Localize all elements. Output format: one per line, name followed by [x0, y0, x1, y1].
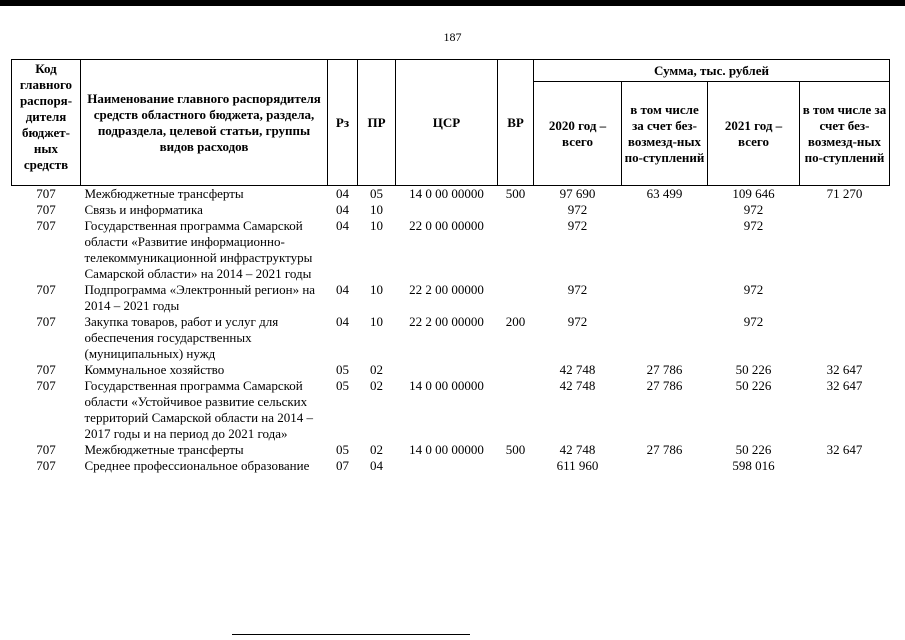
cell-code: 707: [36, 458, 56, 473]
cell-2021-free: [800, 202, 890, 218]
cell-2021-free: 32 647: [826, 362, 863, 377]
cell-name: Государственная программа Самарской области «Развитие информационно-телекоммуникационной инфраструктуры Самарской области» на 2014 – 2021 годы: [84, 218, 313, 281]
cell-csr: 22 2 00 00000: [409, 314, 484, 329]
footer-rule: [232, 634, 470, 635]
cell-2020-free: 27 786: [646, 362, 683, 377]
cell-rz: 04: [336, 282, 349, 297]
header-pr: ПР: [358, 60, 396, 186]
budget-table-wrapper: [11, 59, 889, 474]
cell-2021-total: 50 226: [735, 442, 772, 457]
cell-2020-total: 972: [567, 202, 588, 217]
header-2021-total: 2021 год – всего: [708, 82, 800, 186]
header-vr: ВР: [498, 60, 534, 186]
cell-2020-free: [622, 458, 708, 474]
table-row: [12, 218, 890, 282]
cell-pr: 02: [370, 442, 383, 457]
cell-csr: 14 0 00 00000: [409, 378, 484, 393]
cell-vr: [498, 362, 534, 378]
cell-code: 707: [36, 362, 56, 377]
cell-vr: [498, 218, 534, 282]
cell-code: 707: [36, 378, 56, 393]
cell-2021-total: 972: [743, 202, 764, 217]
cell-pr: 04: [370, 458, 383, 473]
cell-code: 707: [36, 218, 56, 233]
cell-name: Подпрограмма «Электронный регион» на 2014 – 2021 годы: [84, 282, 316, 313]
cell-name: Коммунальное хозяйство: [84, 362, 225, 377]
header-rz: Рз: [328, 60, 358, 186]
cell-vr: [498, 378, 534, 442]
cell-2021-free: [800, 282, 890, 314]
cell-vr: 200: [505, 314, 526, 329]
cell-2021-total: 972: [743, 314, 764, 329]
cell-csr: [396, 458, 498, 474]
cell-2020-total: 611 960: [556, 458, 599, 473]
table-row: [12, 314, 890, 362]
table-row: [12, 362, 890, 378]
cell-pr: 05: [370, 186, 383, 201]
cell-2021-free: [800, 218, 890, 282]
cell-pr: 10: [370, 202, 383, 217]
cell-name: Государственная программа Самарской области «Устойчивое развитие сельских территорий Самарской области на 2014 – 2017 годы и на период до 2021 года»: [84, 378, 313, 441]
header-2020-free: в том числе за счет без-возмезд-ных по-ступлений: [622, 82, 708, 186]
cell-name: Межбюджетные трансферты: [84, 186, 244, 201]
cell-vr: 500: [505, 186, 526, 201]
cell-pr: 02: [370, 362, 383, 377]
cell-2020-total: 972: [567, 314, 588, 329]
table-row: [12, 458, 890, 474]
cell-rz: 05: [336, 362, 349, 377]
cell-2020-free: [622, 202, 708, 218]
cell-vr: [498, 458, 534, 474]
table-row: [12, 442, 890, 458]
cell-2020-total: 42 748: [559, 378, 596, 393]
cell-2020-total: 972: [567, 218, 588, 233]
budget-table: [11, 59, 890, 474]
page-number: 187: [443, 30, 462, 44]
cell-2020-total: 972: [567, 282, 588, 297]
cell-code: 707: [36, 202, 56, 217]
cell-pr: 10: [370, 218, 383, 233]
cell-code: 707: [36, 442, 56, 457]
cell-2020-total: 42 748: [559, 362, 596, 377]
cell-code: 707: [36, 186, 56, 201]
table-body: [12, 186, 890, 475]
cell-rz: 05: [336, 442, 349, 457]
cell-2021-total: 972: [743, 282, 764, 297]
cell-2020-free: [622, 218, 708, 282]
cell-rz: 07: [336, 458, 349, 473]
table-row: [12, 186, 890, 203]
cell-2021-free: 32 647: [826, 442, 863, 457]
table-header: [12, 60, 890, 186]
cell-2021-free: 71 270: [826, 186, 863, 201]
cell-rz: 04: [336, 314, 349, 329]
cell-2021-free: [800, 458, 890, 474]
cell-2020-free: [622, 314, 708, 362]
cell-csr: 14 0 00 00000: [409, 442, 484, 457]
cell-csr: 22 0 00 00000: [409, 218, 484, 233]
cell-2020-free: [622, 282, 708, 314]
cell-pr: 10: [370, 314, 383, 329]
table-row: [12, 378, 890, 442]
cell-2020-free: 27 786: [646, 378, 683, 393]
cell-name: Межбюджетные трансферты: [84, 442, 244, 457]
cell-csr: [396, 202, 498, 218]
table-row: [12, 282, 890, 314]
cell-2021-total: 50 226: [735, 362, 772, 377]
cell-rz: 04: [336, 218, 349, 233]
cell-rz: 04: [336, 202, 349, 217]
cell-name: Закупка товаров, работ и услуг для обеспечения государственных (муниципальных) нужд: [84, 314, 279, 361]
cell-csr: 22 2 00 00000: [409, 282, 484, 297]
header-2021-free: в том числе за счет без-возмезд-ных по-ступлений: [800, 82, 890, 186]
cell-2021-total: 972: [743, 218, 764, 233]
cell-csr: 14 0 00 00000: [409, 186, 484, 201]
cell-vr: 500: [505, 442, 526, 457]
cell-2021-free: [800, 314, 890, 362]
cell-2021-total: 50 226: [735, 378, 772, 393]
cell-csr: [396, 362, 498, 378]
header-2020-total: 2020 год – всего: [534, 82, 622, 186]
cell-2020-free: 27 786: [646, 442, 683, 457]
cell-name: Среднее профессиональное образование: [84, 458, 310, 473]
cell-2020-total: 42 748: [559, 442, 596, 457]
cell-code: 707: [36, 314, 56, 329]
cell-rz: 05: [336, 378, 349, 393]
cell-2021-free: 32 647: [826, 378, 863, 393]
table-row: [12, 202, 890, 218]
cell-2020-free: 63 499: [646, 186, 683, 201]
header-sum: Сумма, тыс. рублей: [534, 60, 890, 82]
cell-rz: 04: [336, 186, 349, 201]
cell-name: Связь и информатика: [84, 202, 203, 217]
cell-2021-total: 598 016: [732, 458, 775, 473]
cell-vr: [498, 282, 534, 314]
cell-2021-total: 109 646: [732, 186, 775, 201]
cell-pr: 10: [370, 282, 383, 297]
header-code: Код главного распоря-дителя бюджет-ных средств: [12, 60, 81, 186]
top-border-bar: [0, 0, 905, 6]
cell-2020-total: 97 690: [559, 186, 596, 201]
cell-pr: 02: [370, 378, 383, 393]
cell-vr: [498, 202, 534, 218]
header-csr: ЦСР: [396, 60, 498, 186]
cell-code: 707: [36, 282, 56, 297]
header-name: Наименование главного распорядителя средств областного бюджета, раздела, подраздела, целевой статьи, группы видов расходов: [81, 60, 328, 186]
